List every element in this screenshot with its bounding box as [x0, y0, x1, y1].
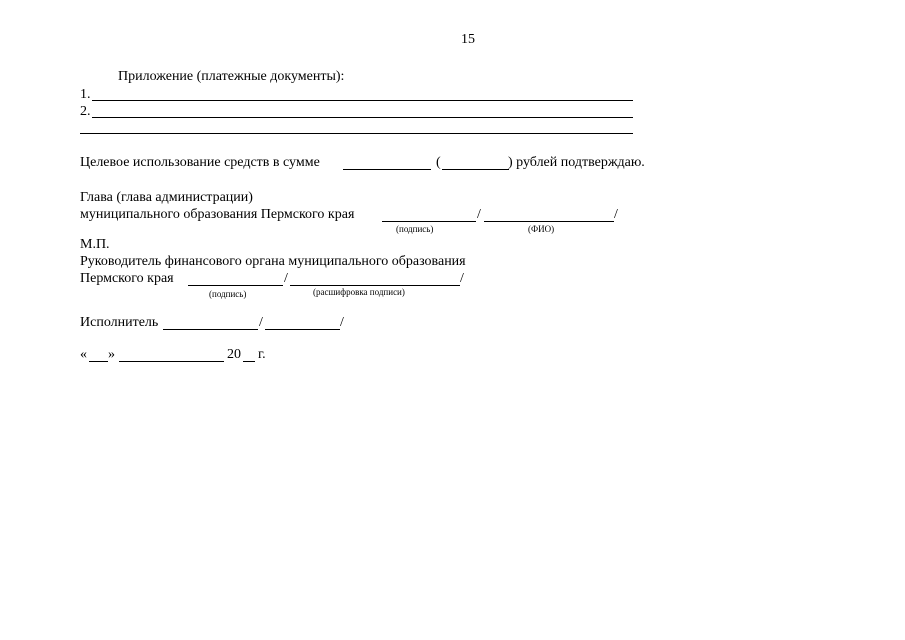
appendix-item-2-line[interactable]: [92, 117, 633, 118]
confirmation-suffix: ) рублей подтверждаю.: [508, 155, 645, 170]
appendix-extra-line[interactable]: [80, 133, 633, 134]
date-year-line[interactable]: [243, 361, 255, 362]
date-day-line[interactable]: [89, 361, 108, 362]
head-title-line-2: муниципального образования Пермского края: [80, 207, 355, 222]
finance-title-line-1: Руководитель финансового органа муниципального образования: [80, 254, 466, 269]
finance-end-slash: /: [460, 271, 464, 286]
head-slash: /: [477, 207, 481, 222]
executor-name-line[interactable]: [265, 329, 340, 330]
finance-slash: /: [284, 271, 288, 286]
amount-words-line[interactable]: [442, 169, 509, 170]
appendix-title: Приложение (платежные документы):: [118, 69, 345, 84]
appendix-item-2-number: 2.: [80, 104, 91, 119]
appendix-item-1-line[interactable]: [92, 100, 633, 101]
executor-end-slash: /: [340, 315, 344, 330]
date-month-line[interactable]: [119, 361, 224, 362]
confirmation-prefix: Целевое использование средств в сумме: [80, 155, 320, 170]
head-fio-line[interactable]: [484, 221, 614, 222]
executor-label: Исполнитель: [80, 315, 159, 330]
stamp-label: М.П.: [80, 237, 110, 252]
finance-decode-caption: (расшифровка подписи): [313, 287, 405, 297]
head-signature-line[interactable]: [382, 221, 476, 222]
finance-signature-caption: (подпись): [209, 289, 247, 299]
date-open-quote: «: [80, 347, 87, 362]
finance-decode-line[interactable]: [290, 285, 460, 286]
confirmation-open-paren: (: [436, 155, 441, 170]
head-end-slash: /: [614, 207, 618, 222]
date-close-quote: »: [108, 347, 115, 362]
amount-figures-line[interactable]: [343, 169, 431, 170]
finance-signature-line[interactable]: [188, 285, 283, 286]
page-number: 15: [461, 32, 475, 47]
head-signature-caption: (подпись): [396, 224, 434, 234]
date-year-suffix: г.: [258, 347, 266, 362]
executor-slash: /: [259, 315, 263, 330]
head-title-line-1: Глава (глава администрации): [80, 190, 253, 205]
appendix-item-1-number: 1.: [80, 87, 91, 102]
finance-title-line-2: Пермского края: [80, 271, 174, 286]
executor-signature-line[interactable]: [163, 329, 258, 330]
head-fio-caption: (ФИО): [528, 224, 555, 234]
date-year-prefix: 20: [227, 347, 241, 362]
